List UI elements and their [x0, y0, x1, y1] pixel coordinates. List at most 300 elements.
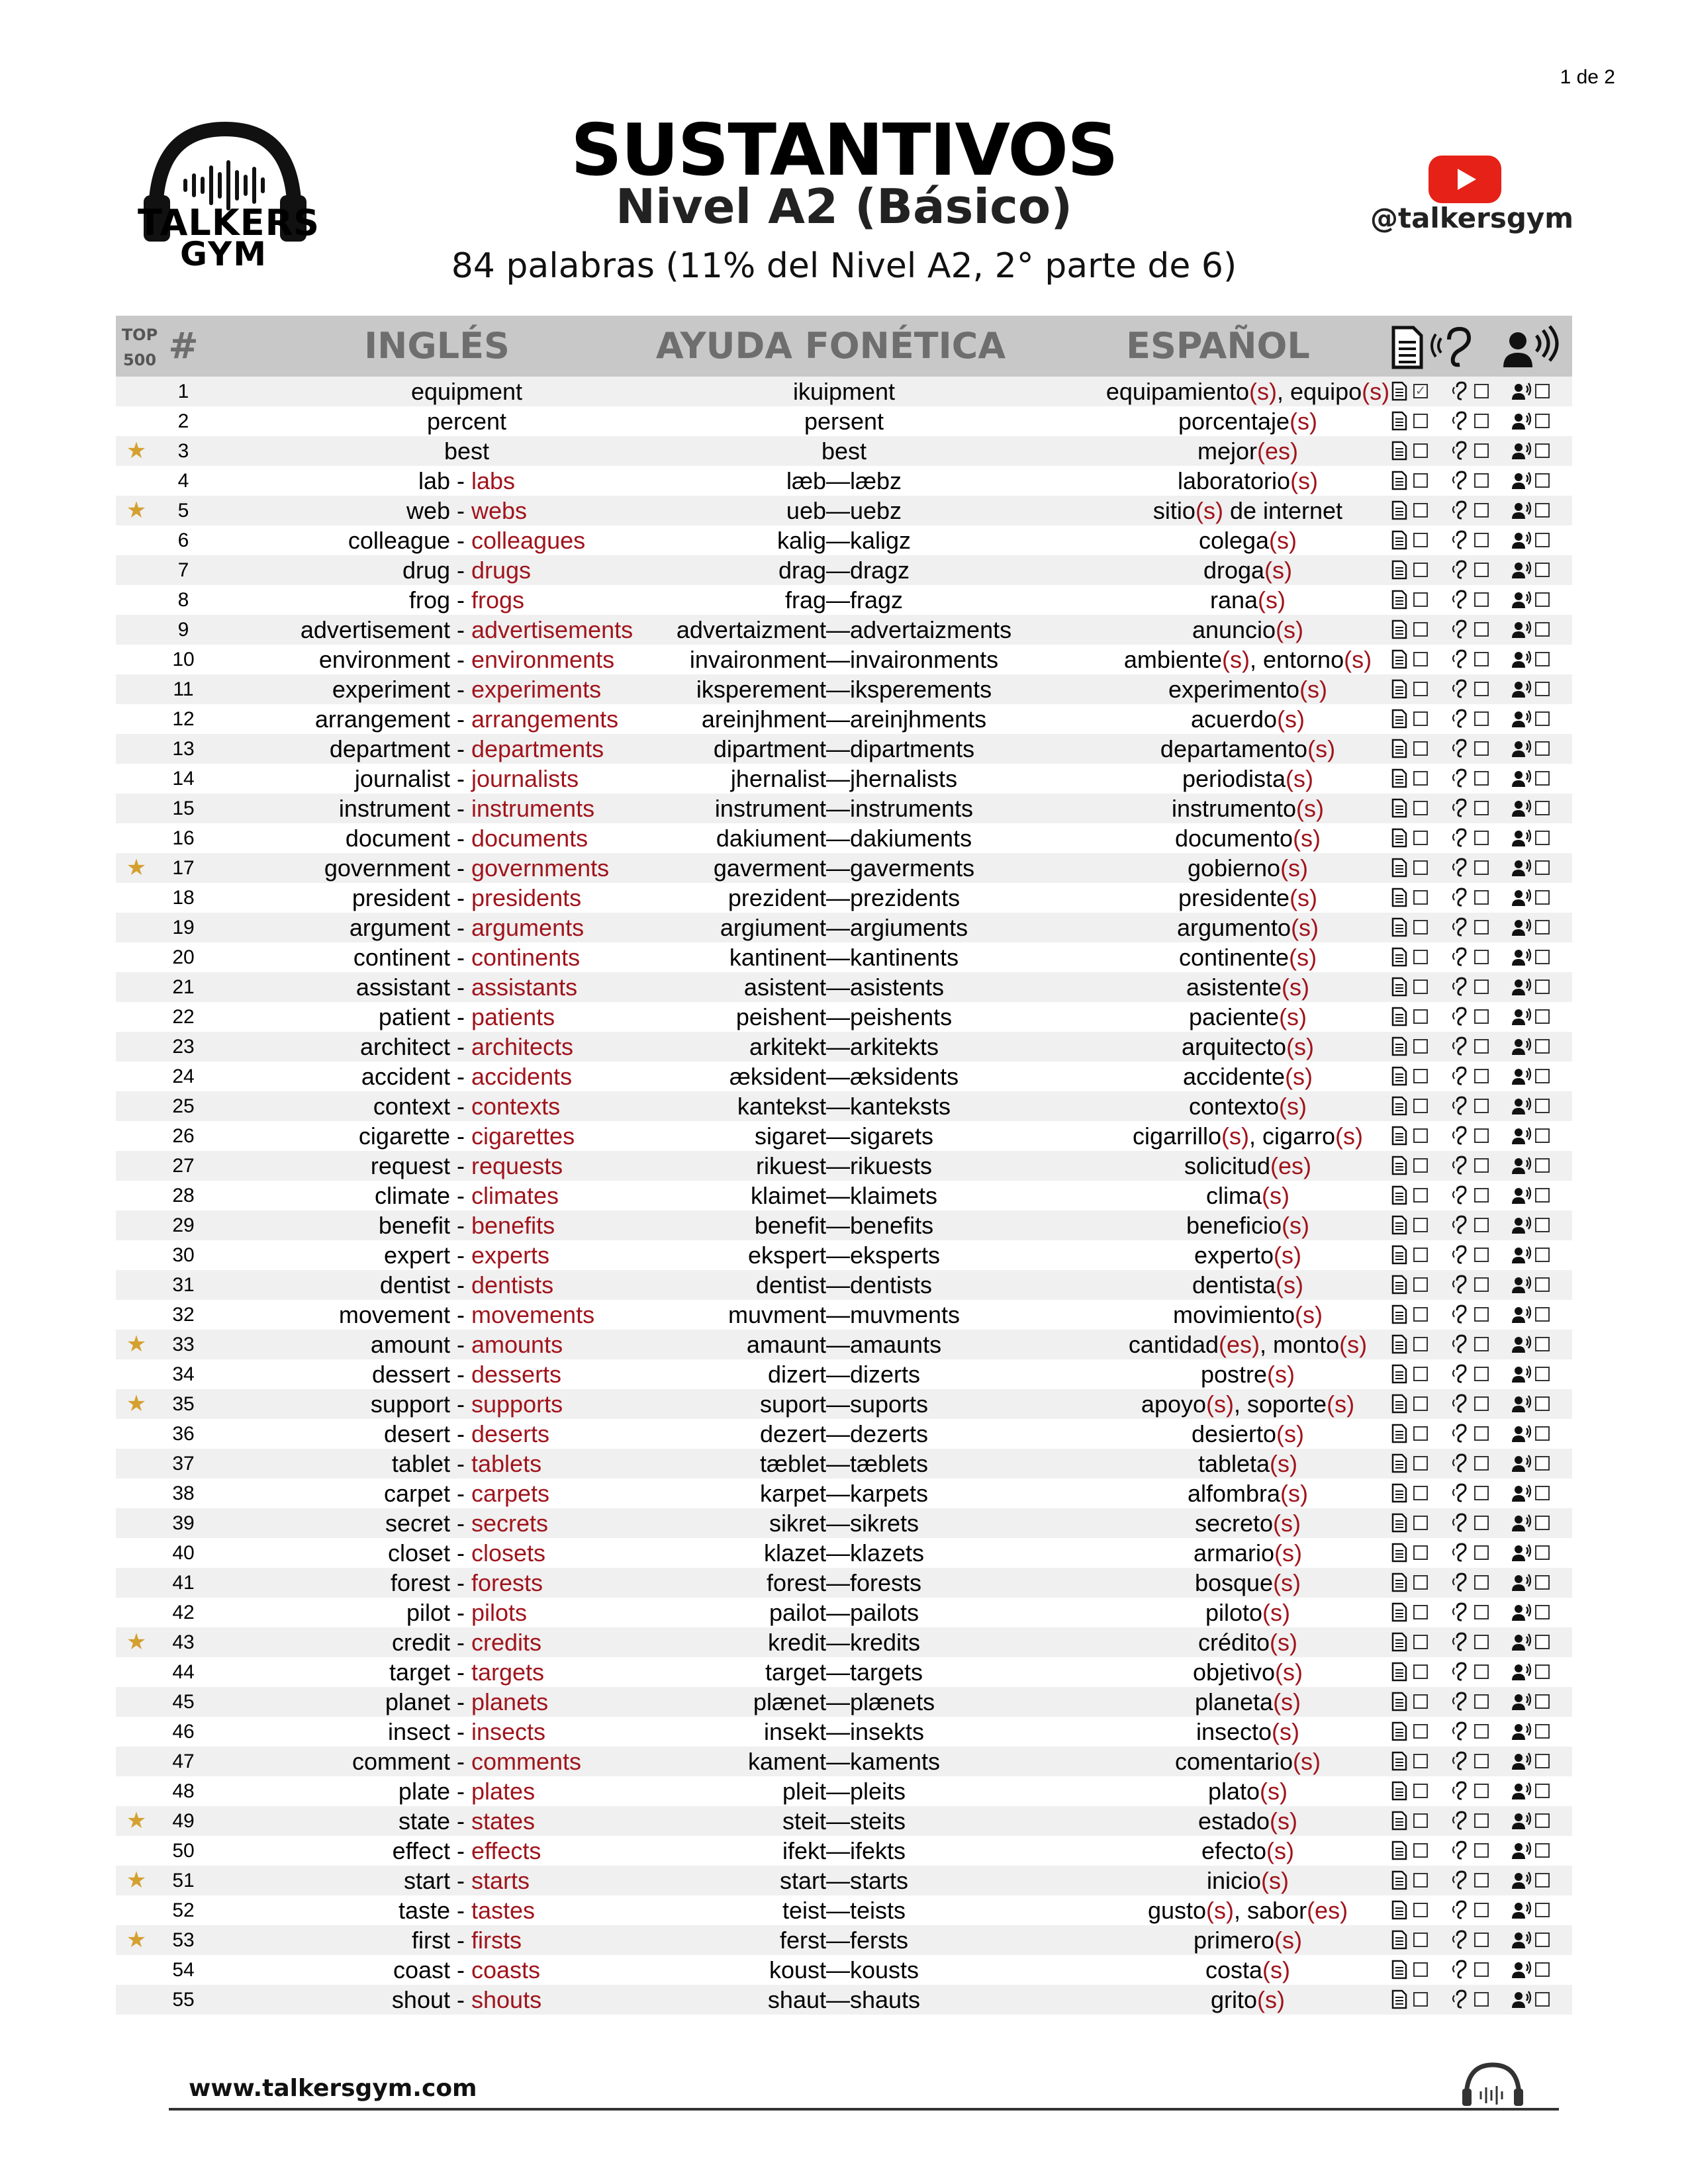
read-checkbox[interactable] [1413, 1992, 1428, 2007]
speaker-icon [1511, 1811, 1531, 1831]
singular-form: expert [383, 1242, 450, 1269]
read-checkbox[interactable] [1413, 592, 1428, 607]
spanish-text: acuerdo [1190, 705, 1278, 733]
speak-checkbox[interactable] [1535, 1307, 1550, 1322]
read-checkbox[interactable] [1413, 1784, 1428, 1798]
listen-checkbox[interactable] [1474, 1039, 1489, 1054]
phonetic-help: benefit—benefits [754, 1212, 934, 1239]
speak-checkbox[interactable] [1535, 1158, 1550, 1173]
listen-checkbox[interactable] [1474, 384, 1489, 398]
form-separator: - [450, 527, 471, 554]
listen-checkbox[interactable] [1474, 1635, 1489, 1649]
read-checkbox[interactable] [1413, 1069, 1428, 1083]
speak-checkbox[interactable] [1535, 1843, 1550, 1858]
phonetic-help: steit—steits [782, 1807, 906, 1835]
plural-form: insects [471, 1718, 546, 1745]
read-checkbox[interactable] [1413, 920, 1428, 934]
phonetic-help: rikuest—rikuests [755, 1152, 933, 1179]
plural-form: architects [471, 1033, 574, 1060]
plural-form: documents [471, 825, 588, 852]
listen-checkbox[interactable] [1474, 652, 1489, 666]
plural-form: deserts [471, 1420, 550, 1447]
plural-form: experiments [471, 676, 602, 703]
read-checkbox[interactable] [1413, 622, 1428, 637]
read-checkbox[interactable] [1413, 1367, 1428, 1381]
document-icon [1389, 858, 1409, 878]
read-checkbox[interactable] [1413, 1724, 1428, 1739]
speak-checkbox[interactable] [1535, 1873, 1550, 1888]
practice-checkboxes [1387, 496, 1572, 525]
spanish-text: anuncio [1192, 616, 1276, 643]
read-checkbox[interactable] [1413, 1545, 1428, 1560]
listen-checkbox[interactable] [1474, 1099, 1489, 1113]
speak-checkbox[interactable] [1535, 920, 1550, 934]
read-checkbox[interactable] [1413, 1933, 1428, 1947]
phonetic-help: shaut—shauts [767, 1986, 921, 2013]
listen-checkbox[interactable] [1474, 1664, 1489, 1679]
youtube-handle[interactable]: @talkersgym [1370, 202, 1574, 234]
word-number: 3 [177, 440, 189, 462]
speaker-icon [1511, 1841, 1531, 1860]
listen-checkbox[interactable] [1474, 1456, 1489, 1471]
spanish-plural-suffix: (s) [1276, 616, 1304, 643]
table-row [116, 615, 1572, 645]
speaker-icon [1511, 1930, 1531, 1950]
form-separator: - [450, 1956, 471, 1983]
speak-checkbox[interactable] [1535, 622, 1550, 637]
read-checkbox[interactable] [1413, 1694, 1428, 1709]
listen-checkbox[interactable] [1474, 1396, 1489, 1411]
read-checkbox[interactable] [1413, 771, 1428, 786]
read-checkbox[interactable] [1413, 1426, 1428, 1441]
listen-checkbox[interactable] [1474, 1516, 1489, 1530]
word-number: 11 [173, 678, 194, 700]
form-separator: - [450, 586, 471, 614]
speak-checkbox[interactable] [1535, 1516, 1550, 1530]
listen-checkbox[interactable] [1474, 1873, 1489, 1888]
form-separator: - [450, 1242, 471, 1269]
word-number: 32 [172, 1304, 195, 1326]
speak-checkbox[interactable] [1535, 1813, 1550, 1828]
top-500-marker [120, 436, 153, 466]
phonetic-help: dizert—dizerts [767, 1361, 921, 1388]
listen-checkbox[interactable] [1474, 1486, 1489, 1500]
youtube-icon[interactable] [1429, 156, 1501, 203]
table-row [116, 1270, 1572, 1300]
table-row [116, 1359, 1572, 1389]
read-checkbox[interactable] [1413, 563, 1428, 577]
practice-checkboxes [1387, 1359, 1572, 1389]
speak-checkbox[interactable] [1535, 1426, 1550, 1441]
read-checkbox[interactable] [1413, 473, 1428, 488]
read-checkbox[interactable] [1413, 1635, 1428, 1649]
listen-checkbox[interactable] [1474, 1128, 1489, 1143]
table-header [116, 316, 1572, 377]
listen-checkbox[interactable] [1474, 1218, 1489, 1232]
speak-checkbox[interactable] [1535, 414, 1550, 428]
form-separator: - [450, 1867, 471, 1894]
practice-checkboxes [1387, 1747, 1572, 1776]
listen-checkbox[interactable] [1474, 1248, 1489, 1262]
read-checkbox[interactable] [1413, 1396, 1428, 1411]
phonetic-help: pailot—pailots [769, 1599, 919, 1626]
speak-checkbox[interactable] [1535, 1188, 1550, 1203]
form-separator: - [450, 1271, 471, 1298]
spanish-plural-suffix: (s) [1289, 408, 1318, 435]
listen-checkbox[interactable] [1474, 1605, 1489, 1619]
read-checkbox[interactable]: ✓ [1413, 384, 1428, 398]
speak-checkbox[interactable] [1535, 801, 1550, 815]
table-row [116, 764, 1572, 794]
document-icon [1389, 649, 1409, 669]
read-checkbox[interactable] [1413, 1605, 1428, 1619]
listen-checkbox[interactable] [1474, 890, 1489, 905]
word-number: 10 [172, 649, 195, 670]
listen-checkbox[interactable] [1474, 1188, 1489, 1203]
speak-checkbox[interactable] [1535, 473, 1550, 488]
listen-checkbox[interactable] [1474, 1754, 1489, 1768]
read-checkbox[interactable] [1413, 1664, 1428, 1679]
listen-checkbox[interactable] [1474, 920, 1489, 934]
read-checkbox[interactable] [1413, 1307, 1428, 1322]
word-number: 55 [172, 1989, 195, 2011]
listen-checkbox[interactable] [1474, 831, 1489, 845]
listen-checkbox[interactable] [1474, 443, 1489, 458]
listen-checkbox[interactable] [1474, 1784, 1489, 1798]
read-checkbox[interactable] [1413, 1516, 1428, 1530]
ear-icon [1450, 1007, 1470, 1026]
read-checkbox[interactable] [1413, 1248, 1428, 1262]
listen-checkbox[interactable] [1474, 1694, 1489, 1709]
speak-checkbox[interactable] [1535, 1664, 1550, 1679]
speak-checkbox[interactable] [1535, 950, 1550, 964]
practice-checkboxes [1387, 1091, 1572, 1121]
word-number: 25 [172, 1095, 195, 1117]
read-checkbox[interactable] [1413, 1903, 1428, 1917]
read-checkbox[interactable] [1413, 831, 1428, 845]
ear-icon [1450, 649, 1470, 669]
plural-form: labs [471, 467, 516, 494]
read-checkbox[interactable] [1413, 1039, 1428, 1054]
listen-checkbox[interactable] [1474, 1992, 1489, 2007]
listen-checkbox[interactable] [1474, 533, 1489, 547]
speak-checkbox[interactable] [1535, 1456, 1550, 1471]
document-icon [1389, 1096, 1409, 1116]
read-checkbox[interactable] [1413, 1962, 1428, 1977]
read-checkbox[interactable] [1413, 1218, 1428, 1232]
speak-checkbox[interactable] [1535, 1754, 1550, 1768]
read-checkbox[interactable] [1413, 1873, 1428, 1888]
document-icon [1389, 1275, 1409, 1295]
phonetic-help: prezident—prezidents [727, 884, 961, 911]
listen-checkbox[interactable] [1474, 741, 1489, 756]
speak-checkbox[interactable] [1535, 1724, 1550, 1739]
star-icon: ★ [126, 1808, 147, 1833]
read-checkbox[interactable] [1413, 711, 1428, 726]
speaker-icon [1511, 768, 1531, 788]
read-checkbox[interactable] [1413, 950, 1428, 964]
listen-checkbox[interactable] [1474, 1545, 1489, 1560]
listen-checkbox[interactable] [1474, 1307, 1489, 1322]
singular-form: context [373, 1093, 450, 1120]
ear-icon [1450, 1215, 1470, 1235]
singular-form: arrangement [314, 705, 450, 733]
listen-checkbox[interactable] [1474, 860, 1489, 875]
listen-checkbox[interactable] [1474, 563, 1489, 577]
spanish-text: alfombra [1187, 1480, 1281, 1507]
speak-checkbox[interactable] [1535, 682, 1550, 696]
spanish-text: accidente [1182, 1063, 1286, 1090]
phonetic-help: best [821, 437, 867, 465]
ear-icon [1450, 500, 1470, 520]
spanish-text: cigarrillo [1132, 1122, 1222, 1150]
page-number: 1 de 2 [1560, 66, 1615, 88]
spanish-plural-suffix: (s) [1280, 854, 1309, 882]
listen-checkbox[interactable] [1474, 771, 1489, 786]
listen-checkbox[interactable] [1474, 801, 1489, 815]
form-separator: - [450, 1093, 471, 1120]
table-row [116, 1717, 1572, 1747]
listen-checkbox[interactable] [1474, 682, 1489, 696]
spanish-text: , entorno [1250, 646, 1344, 673]
read-checkbox[interactable] [1413, 1456, 1428, 1471]
document-icon [1393, 328, 1421, 367]
star-icon: ★ [126, 1391, 147, 1416]
spanish-text: colega [1198, 527, 1270, 554]
speak-checkbox[interactable] [1535, 831, 1550, 845]
listen-checkbox[interactable] [1474, 1813, 1489, 1828]
listen-checkbox[interactable] [1474, 622, 1489, 637]
speak-checkbox[interactable] [1535, 1009, 1550, 1024]
word-number: 30 [172, 1244, 195, 1266]
speak-checkbox[interactable] [1535, 1099, 1550, 1113]
speak-checkbox[interactable] [1535, 1605, 1550, 1619]
listen-checkbox[interactable] [1474, 503, 1489, 518]
spanish-plural-suffix: (s) [1280, 1480, 1309, 1507]
speak-checkbox[interactable] [1535, 1039, 1550, 1054]
spanish-text: tableta [1197, 1450, 1270, 1477]
document-icon [1389, 1036, 1409, 1056]
phonetic-help: kantekst—kanteksts [737, 1093, 951, 1120]
read-checkbox[interactable] [1413, 443, 1428, 458]
read-checkbox[interactable] [1413, 1158, 1428, 1173]
plural-form: patients [471, 1003, 555, 1030]
speak-checkbox[interactable] [1535, 1635, 1550, 1649]
listen-checkbox[interactable] [1474, 711, 1489, 726]
table-row [116, 1895, 1572, 1925]
speak-checkbox[interactable] [1535, 1962, 1550, 1977]
listen-checkbox[interactable] [1474, 979, 1489, 994]
speak-checkbox[interactable] [1535, 711, 1550, 726]
brand-name: TALKERS [138, 202, 320, 244]
speak-checkbox[interactable] [1535, 1486, 1550, 1500]
read-checkbox[interactable] [1413, 1009, 1428, 1024]
speak-checkbox[interactable] [1535, 1545, 1550, 1560]
phonetic-help: kament—kaments [747, 1748, 941, 1775]
speak-checkbox[interactable] [1535, 384, 1550, 398]
spanish-plural-suffix: (s) [1262, 1956, 1291, 1983]
speak-checkbox[interactable] [1535, 652, 1550, 666]
form-separator: - [450, 735, 471, 762]
spanish-text: comentario [1174, 1748, 1293, 1775]
practice-icons-header [1387, 324, 1572, 370]
speaker-icon [1511, 649, 1531, 669]
word-number: 13 [172, 738, 195, 760]
speak-checkbox[interactable] [1535, 1128, 1550, 1143]
table-row [116, 853, 1572, 883]
spanish-plural-suffix: (s) [1275, 1659, 1303, 1686]
speak-checkbox[interactable] [1535, 1337, 1550, 1351]
spanish-text: experimento [1168, 676, 1300, 703]
speak-checkbox[interactable] [1535, 503, 1550, 518]
listen-checkbox[interactable] [1474, 414, 1489, 428]
speak-checkbox[interactable] [1535, 1396, 1550, 1411]
listen-checkbox[interactable] [1474, 1933, 1489, 1947]
speaker-icon [1511, 1662, 1531, 1682]
speak-checkbox[interactable] [1535, 1992, 1550, 2007]
speaker-icon [1511, 1364, 1531, 1384]
speak-checkbox[interactable] [1535, 741, 1550, 756]
read-checkbox[interactable] [1413, 1575, 1428, 1590]
speak-checkbox[interactable] [1535, 1903, 1550, 1917]
ear-icon [1450, 887, 1470, 907]
speak-checkbox[interactable] [1535, 1784, 1550, 1798]
listen-checkbox[interactable] [1474, 1277, 1489, 1292]
speak-checkbox[interactable] [1535, 860, 1550, 875]
listen-checkbox[interactable] [1474, 473, 1489, 488]
read-checkbox[interactable] [1413, 1277, 1428, 1292]
speak-checkbox[interactable] [1535, 1933, 1550, 1947]
speak-checkbox[interactable] [1535, 1248, 1550, 1262]
read-checkbox[interactable] [1413, 533, 1428, 547]
speak-checkbox[interactable] [1535, 1694, 1550, 1709]
plural-form: colleagues [471, 527, 586, 554]
singular-form: colleague [348, 527, 450, 554]
read-checkbox[interactable] [1413, 801, 1428, 815]
singular-form: instrument [338, 795, 450, 822]
speaker-icon [1511, 381, 1531, 401]
speak-checkbox[interactable] [1535, 979, 1550, 994]
listen-checkbox[interactable] [1474, 1069, 1489, 1083]
speak-checkbox[interactable] [1535, 533, 1550, 547]
speaker-icon [1511, 1781, 1531, 1801]
speak-checkbox[interactable] [1535, 563, 1550, 577]
read-checkbox[interactable] [1413, 1128, 1428, 1143]
form-separator: - [450, 1659, 471, 1686]
read-checkbox[interactable] [1413, 1754, 1428, 1768]
speak-checkbox[interactable] [1535, 1277, 1550, 1292]
speak-checkbox[interactable] [1535, 771, 1550, 786]
listen-checkbox[interactable] [1474, 1575, 1489, 1590]
plural-form: coasts [471, 1956, 541, 1983]
spanish-text: insecto [1196, 1718, 1272, 1745]
read-checkbox[interactable] [1413, 503, 1428, 518]
phonetic-help: forest—forests [766, 1569, 922, 1596]
word-number: 47 [172, 1751, 195, 1772]
word-number: 53 [172, 1929, 195, 1951]
singular-form: state [398, 1807, 450, 1835]
spanish-text: grito [1210, 1986, 1258, 2013]
footer-url[interactable]: www.talkersgym.com [189, 2075, 477, 2102]
spanish-text: planeta [1194, 1688, 1274, 1715]
form-separator: - [450, 1897, 471, 1924]
listen-checkbox[interactable] [1474, 1367, 1489, 1381]
speak-checkbox[interactable] [1535, 592, 1550, 607]
read-checkbox[interactable] [1413, 1486, 1428, 1500]
phonetic-help: kalig—kaligz [776, 527, 912, 554]
spanish-plural-suffix: (s) [1206, 1390, 1234, 1418]
table-row [116, 1598, 1572, 1627]
phonetic-help: ueb—uebz [786, 497, 902, 524]
read-checkbox[interactable] [1413, 741, 1428, 756]
speak-checkbox[interactable] [1535, 443, 1550, 458]
speaker-icon [1511, 1096, 1531, 1116]
spanish-plural-suffix: (es) [1307, 1897, 1348, 1924]
top-500-marker [120, 1627, 153, 1657]
plural-form: carpets [471, 1480, 550, 1507]
listen-checkbox[interactable] [1474, 950, 1489, 964]
read-checkbox[interactable] [1413, 1337, 1428, 1351]
listen-checkbox[interactable] [1474, 1962, 1489, 1977]
plural-form: instruments [471, 795, 595, 822]
speak-checkbox[interactable] [1535, 1367, 1550, 1381]
phonetic-help: plænet—plænets [753, 1688, 935, 1715]
spanish-plural-suffix: (s) [1282, 1212, 1310, 1239]
read-checkbox[interactable] [1413, 652, 1428, 666]
star-icon: ★ [126, 438, 147, 463]
singular-form: credit [391, 1629, 450, 1656]
listen-checkbox[interactable] [1474, 592, 1489, 607]
read-checkbox[interactable] [1413, 414, 1428, 428]
listen-checkbox[interactable] [1474, 1158, 1489, 1173]
spanish-text: postre [1200, 1361, 1268, 1388]
practice-checkboxes [1387, 1240, 1572, 1270]
read-checkbox[interactable] [1413, 682, 1428, 696]
read-checkbox[interactable] [1413, 1843, 1428, 1858]
speak-checkbox[interactable] [1535, 1069, 1550, 1083]
practice-checkboxes [1387, 942, 1572, 972]
read-checkbox[interactable] [1413, 890, 1428, 905]
speaker-icon [1511, 947, 1531, 967]
listen-checkbox[interactable] [1474, 1843, 1489, 1858]
plural-form: credits [471, 1629, 542, 1656]
speak-checkbox[interactable] [1535, 1575, 1550, 1590]
read-checkbox[interactable] [1413, 1813, 1428, 1828]
phonetic-help: klazet—klazets [763, 1539, 925, 1567]
table-row [116, 466, 1572, 496]
document-icon [1389, 828, 1409, 848]
listen-checkbox[interactable] [1474, 1009, 1489, 1024]
listen-checkbox[interactable] [1474, 1724, 1489, 1739]
speak-checkbox[interactable] [1535, 1218, 1550, 1232]
speak-checkbox[interactable] [1535, 890, 1550, 905]
listen-checkbox[interactable] [1474, 1337, 1489, 1351]
read-checkbox[interactable] [1413, 860, 1428, 875]
read-checkbox[interactable] [1413, 979, 1428, 994]
practice-checkboxes [1387, 436, 1572, 466]
speaker-icon [1511, 1692, 1531, 1711]
read-checkbox[interactable] [1413, 1099, 1428, 1113]
listen-checkbox[interactable] [1474, 1903, 1489, 1917]
spanish-plural-suffix: (s) [1296, 795, 1325, 822]
table-row [116, 1032, 1572, 1062]
spanish-plural-suffix: (s) [1327, 1390, 1355, 1418]
phonetic-help: target—targets [765, 1659, 923, 1686]
listen-checkbox[interactable] [1474, 1426, 1489, 1441]
phonetic-help: tæblet—tæblets [759, 1450, 929, 1477]
read-checkbox[interactable] [1413, 1188, 1428, 1203]
form-separator: - [450, 1212, 471, 1239]
